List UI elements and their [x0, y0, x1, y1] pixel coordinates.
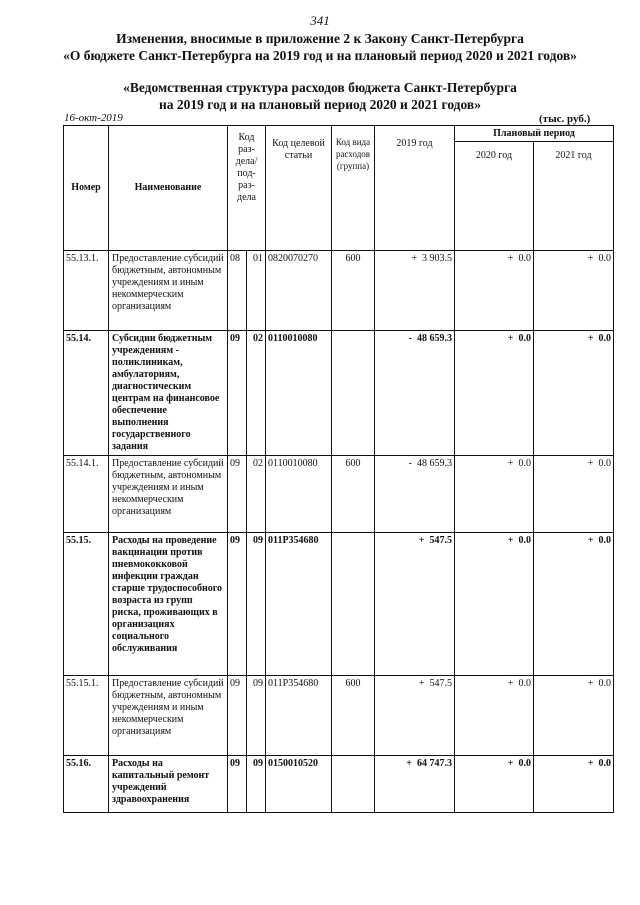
cell-2019 [375, 756, 455, 813]
table-row [64, 533, 614, 676]
cell-number: 55.14.1. [64, 456, 109, 533]
cell-2020 [455, 331, 534, 456]
sign: + [587, 535, 594, 546]
sign: - [408, 458, 412, 469]
sign: + [507, 535, 514, 546]
expenditure-table [63, 125, 614, 813]
cell-number: 55.15. [64, 533, 109, 676]
cell-number: 55.16. [64, 756, 109, 813]
cell-2019 [375, 331, 455, 456]
sign: + [587, 678, 594, 689]
document-title [0, 30, 640, 64]
cell-section: 09 [228, 456, 247, 533]
cell-2020 [455, 456, 534, 533]
sign: + [418, 535, 425, 546]
cell-2020 [455, 756, 534, 813]
value: 0.0 [518, 333, 531, 344]
cell-section: 09 [228, 331, 247, 456]
value: 48 659.3 [417, 333, 452, 344]
cell-kind: 600 [332, 676, 375, 756]
sign: + [507, 253, 514, 264]
header-2019: 2019 год [375, 126, 455, 251]
cell-name: Субсидии бюджетным учреждениям - поликлиникам, амбулаториям, диагностическим центрам на финансовое обеспечение выполнения государственного задания [109, 331, 228, 456]
cell-2020 [455, 676, 534, 756]
table-row [64, 251, 614, 331]
sign: + [587, 253, 594, 264]
title-line-3: «Ведомственная структура расходов бюджета Санкт-Петербурга [123, 80, 517, 95]
cell-2021 [534, 676, 614, 756]
cell-name: Предоставление субсидий бюджетным, автономным учреждениям и иным некоммерческим организациям [109, 456, 228, 533]
title-line-1: Изменения, вносимые в приложение 2 к Закону Санкт-Петербурга [116, 31, 524, 46]
table-row [64, 676, 614, 756]
cell-2019 [375, 456, 455, 533]
sign: + [406, 758, 412, 769]
value: 0.0 [598, 678, 612, 689]
value: 0.0 [518, 253, 531, 264]
cell-number: 55.13.1. [64, 251, 109, 331]
value: 0.0 [518, 458, 531, 469]
cell-name: Предоставление субсидий бюджетным, автономным учреждениям и иным некоммерческим организациям [109, 251, 228, 331]
cell-2019 [375, 676, 455, 756]
table-row [64, 456, 614, 533]
value: 0.0 [598, 458, 612, 469]
header-planned: Плановый период [455, 126, 614, 142]
header-target: Код целевой статьи [266, 126, 332, 251]
cell-2020 [455, 251, 534, 331]
cell-name: Предоставление субсидий бюджетным, автономным учреждениям и иным некоммерческим организациям [109, 676, 228, 756]
value: 0.0 [598, 333, 612, 344]
sign: + [587, 758, 594, 769]
value: 0.0 [598, 253, 612, 264]
cell-target: 0150010520 [266, 756, 332, 813]
cell-2019 [375, 251, 455, 331]
cell-subsection: 02 [247, 456, 266, 533]
cell-target: 011P354680 [266, 533, 332, 676]
page-number: 341 [310, 13, 330, 28]
cell-2021 [534, 456, 614, 533]
value: 48 659.3 [417, 458, 452, 469]
units-label: (тыс. руб.) [539, 113, 591, 125]
sign: + [587, 333, 594, 344]
cell-2021 [534, 331, 614, 456]
cell-section: 09 [228, 676, 247, 756]
cell-subsection: 01 [247, 251, 266, 331]
cell-kind: 600 [332, 456, 375, 533]
header-number: Номер [64, 126, 109, 251]
title-line-4: на 2019 год и на плановый период 2020 и 2021 годов» [159, 97, 481, 112]
cell-section: 08 [228, 251, 247, 331]
cell-section: 09 [228, 533, 247, 676]
cell-section: 09 [228, 756, 247, 813]
sign: + [418, 678, 425, 689]
sign: + [507, 458, 514, 469]
cell-number: 55.15.1. [64, 676, 109, 756]
cell-2021 [534, 756, 614, 813]
sign: + [411, 253, 417, 264]
header-name: Наименование [109, 126, 228, 251]
header-section: Код раз-дела/ под-раз-дела [228, 126, 266, 251]
cell-target: 0110010080 [266, 331, 332, 456]
table-row [64, 331, 614, 456]
cell-target: 0820070270 [266, 251, 332, 331]
cell-kind [332, 533, 375, 676]
value: 0.0 [598, 758, 612, 769]
cell-2020 [455, 533, 534, 676]
sign: + [507, 678, 514, 689]
table-row [64, 756, 614, 813]
sign: + [507, 758, 514, 769]
title-line-2: «О бюджете Санкт-Петербурга на 2019 год и на плановый период 2020 и 2021 годов» [63, 48, 577, 63]
document-subtitle [0, 79, 640, 113]
sign: + [507, 333, 514, 344]
cell-name: Расходы на капитальный ремонт учреждений здравоохранения [109, 756, 228, 813]
cell-2019 [375, 533, 455, 676]
cell-subsection: 09 [247, 676, 266, 756]
header-kind: Код вида расходов (группа) [332, 126, 375, 251]
header-2021: 2021 год [534, 142, 614, 251]
value: 0.0 [518, 678, 531, 689]
value: 0.0 [518, 535, 531, 546]
header-2020: 2020 год [455, 142, 534, 251]
value: 64 747.3 [417, 758, 452, 769]
cell-2021 [534, 251, 614, 331]
document-date: 16-окт-2019 [64, 112, 123, 124]
cell-2021 [534, 533, 614, 676]
cell-target: 0110010080 [266, 456, 332, 533]
value: 0.0 [598, 535, 612, 546]
value: 547.5 [429, 678, 452, 689]
cell-name: Расходы на проведение вакцинации против пневмококковой инфекции граждан старше трудоспособного возраста из групп риска, проживающих в организациях социального обслуживания [109, 533, 228, 676]
cell-kind [332, 331, 375, 456]
cell-number: 55.14. [64, 331, 109, 456]
cell-subsection: 02 [247, 331, 266, 456]
sign: + [587, 458, 594, 469]
cell-subsection: 09 [247, 533, 266, 676]
sign: - [408, 333, 412, 344]
value: 547.5 [429, 535, 452, 546]
cell-target: 011P354680 [266, 676, 332, 756]
value: 3 903.5 [422, 253, 452, 264]
cell-kind: 600 [332, 251, 375, 331]
cell-subsection: 09 [247, 756, 266, 813]
cell-kind [332, 756, 375, 813]
value: 0.0 [518, 758, 531, 769]
